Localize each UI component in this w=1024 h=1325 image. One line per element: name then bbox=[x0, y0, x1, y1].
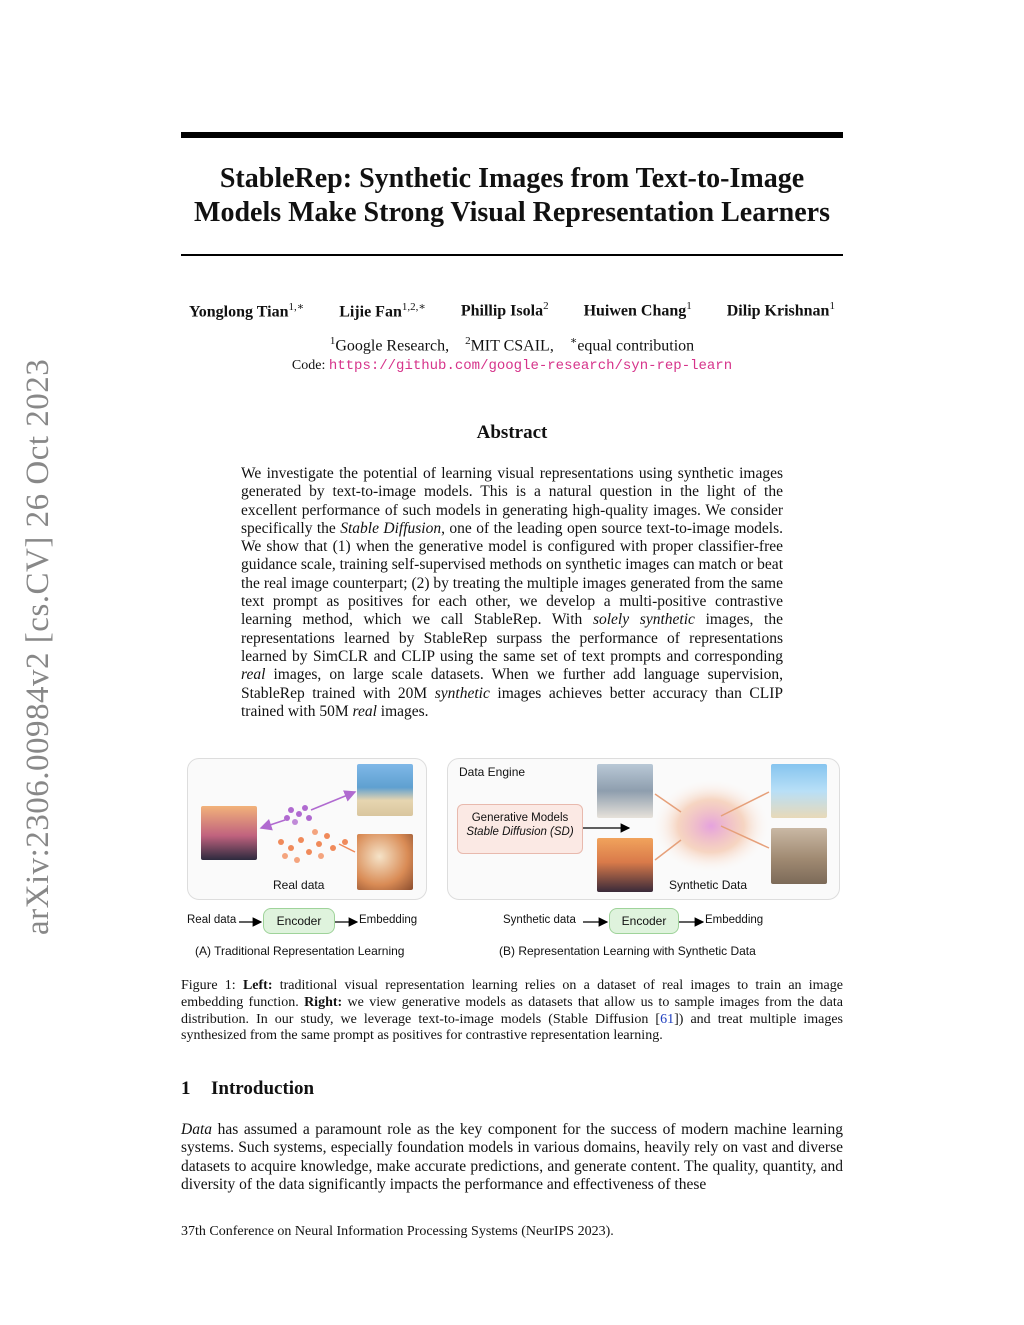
encoder-box-right: Encoder bbox=[609, 908, 679, 934]
abstract-body: We investigate the potential of learning visual representations using synthetic images generated by text-to-image models. This is a natural question in the light of the excellent performance of such models in generating high-quality images. We consider specifically the Stable Diffusion, one of the leading open source text-to-image models. We show that (1) when the generative model is configured with proper classifier-free guidance scale, training self-supervised methods on synthetic images can match or beat the real image counterpart; (2) by treating the multiple images generated from the same text prompt as positives for each other, we develop a multi-positive contrastive learning method, which we call StableRep. With solely synthetic images, the representations learned by StableRep surpass the performance of representations learned by SimCLR and CLIP using the same set of text prompts and corresponding real images, on large scale datasets. When we further add language supervision, StableRep trained with 20M synthetic images achieves better accuracy than CLIP trained with 50M real images. bbox=[241, 465, 783, 720]
author: Yonglong Tian$^{1,∗}$ bbox=[189, 301, 305, 321]
title-rule-bottom bbox=[181, 254, 843, 256]
subfigure-b-caption: (B) Representation Learning with Synthetic Data bbox=[499, 944, 756, 958]
citation-link[interactable]: 61 bbox=[660, 1011, 675, 1027]
author: Lijie Fan$^{1,2,∗}$ bbox=[339, 301, 426, 321]
gen-title: Generative Models bbox=[471, 812, 569, 824]
left-embedding-label: Embedding bbox=[359, 914, 418, 926]
section-heading: 1 Introduction bbox=[181, 1078, 315, 1099]
right-embedding-label: Embedding bbox=[705, 914, 764, 926]
encoder-box-left: Encoder bbox=[263, 908, 335, 934]
author-list bbox=[181, 300, 843, 321]
figure-graphics bbox=[181, 752, 843, 967]
real-data-panel-label: Real data bbox=[273, 878, 325, 892]
figure-caption: Figure 1: Left: traditional visual representation learning relies on a dataset of real images to train an image embedding function. Right: we view generative models as datasets that allow us to sample images from the data distribution. In our study, we leverage text-to-image models (Stable Diffusion [61]) and treat multiple images synthesized from the same prompt as positives for contrastive representation learning. bbox=[181, 978, 844, 1044]
author: Phillip Isola$^2$ bbox=[460, 300, 549, 320]
arrow-to-silhouette bbox=[261, 820, 285, 828]
synthetic-blob bbox=[651, 778, 771, 874]
figure-1 bbox=[181, 752, 843, 967]
author: Dilip Krishnan$^1$ bbox=[726, 300, 835, 320]
synthetic-data-panel-label: Synthetic Data bbox=[669, 878, 748, 892]
code-link[interactable]: https://github.com/google-research/syn-rep-learn bbox=[328, 358, 733, 374]
left-input-label: Real data bbox=[187, 914, 237, 926]
title-rule-top bbox=[181, 132, 843, 138]
right-input-label: Synthetic data bbox=[503, 914, 576, 926]
conference-footnote: 37th Conference on Neural Information Processing Systems (NeurIPS 2023). bbox=[181, 1224, 614, 1239]
abstract-heading: Abstract bbox=[476, 422, 548, 443]
author: Huiwen Chang$^1$ bbox=[583, 300, 692, 320]
title-line-2: Models Make Strong Visual Representation Learners bbox=[194, 197, 830, 228]
paper-title bbox=[181, 162, 843, 230]
arxiv-sidebar-id: arXiv:2306.00984v2 [cs.CV] 26 Oct 2023 bbox=[20, 358, 56, 935]
title-line-1: StableRep: Synthetic Images from Text-to-Image bbox=[219, 163, 805, 194]
gen-sub: Stable Diffusion (SD) bbox=[466, 826, 574, 838]
affiliations: $^1$Google Research, $^2$MIT CSAIL, ∗equal contribution bbox=[329, 335, 695, 355]
code-label: Code: bbox=[291, 358, 326, 373]
code-line bbox=[181, 358, 843, 374]
arrow-to-food bbox=[339, 844, 355, 852]
intro-paragraph: Data has assumed a paramount role as the key component for the success of modern machine learning systems. Such systems, especially foundation models in various domains, heavily rely on vast and diverse datasets to acquire knowledge, make accurate predictions, and generate content. The quality, quantity, and diversity of the data significantly impacts the performance and effectiveness of these bbox=[181, 1121, 843, 1193]
arrow-to-beach bbox=[311, 792, 355, 810]
scatter-cluster bbox=[278, 805, 348, 863]
data-engine-title: Data Engine bbox=[459, 765, 526, 779]
subfigure-a-caption: (A) Traditional Representation Learning bbox=[195, 944, 405, 958]
